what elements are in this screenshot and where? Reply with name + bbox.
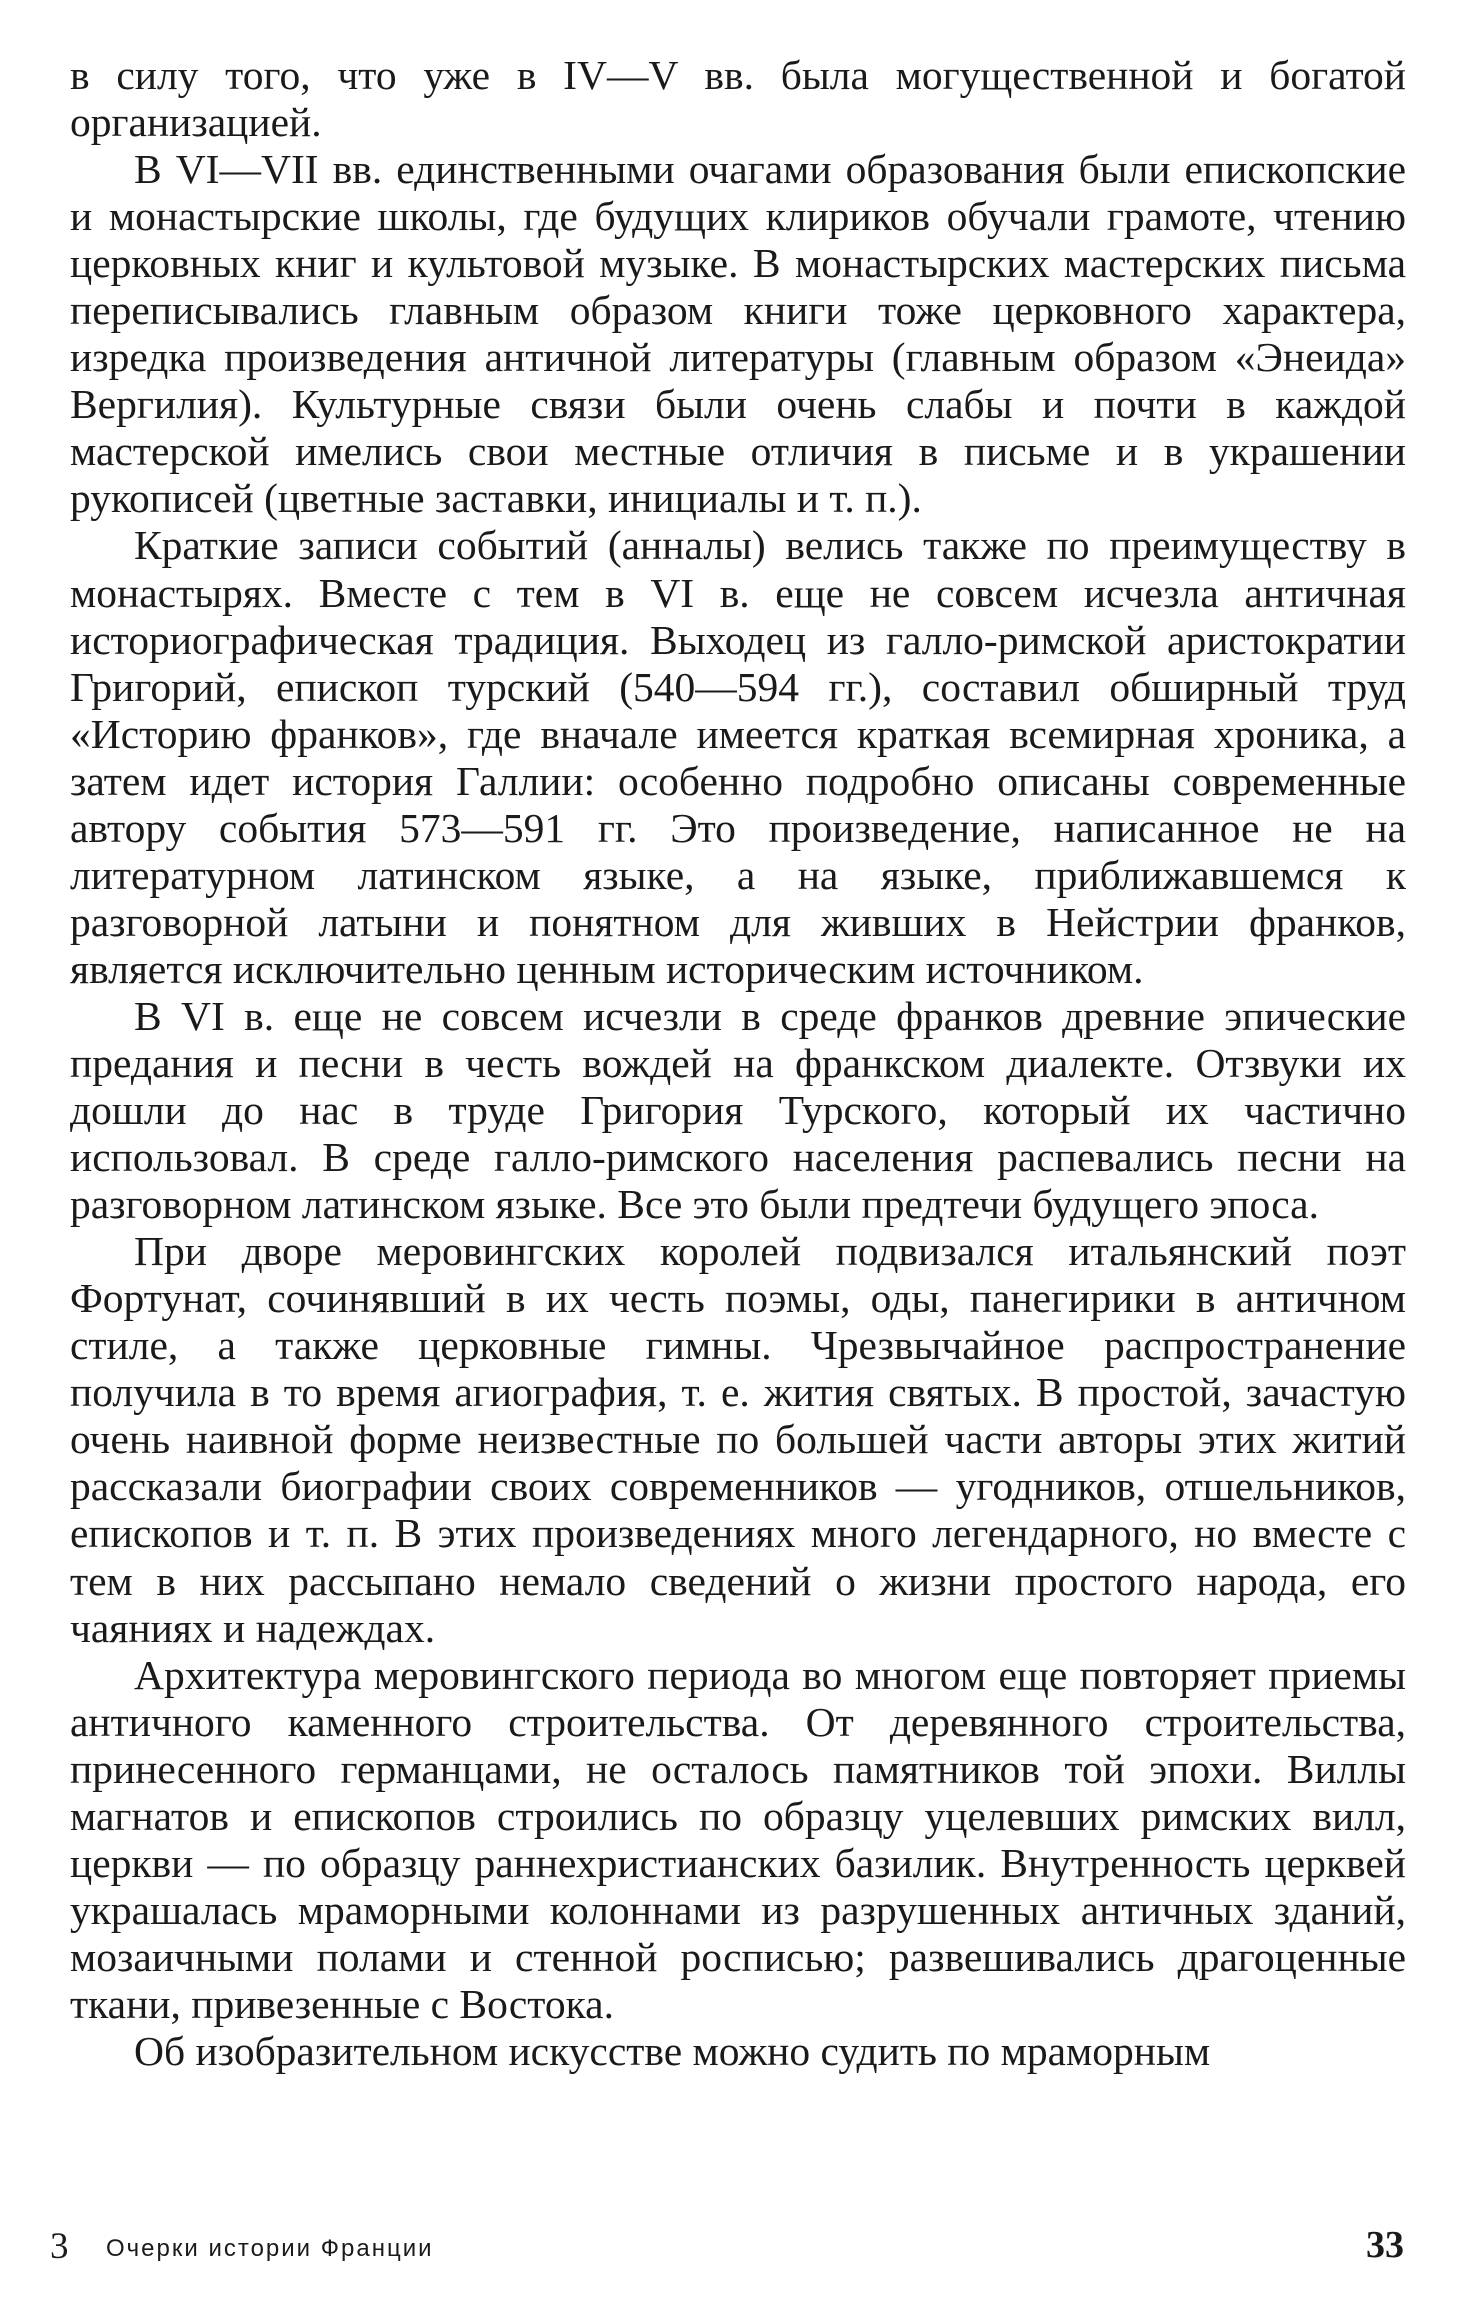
signature-number: 3 xyxy=(50,2226,69,2267)
paragraph-education: В VI—VII вв. единственными очагами образования были епископские и монастырские школы, где будущих клириков обучали грамоте, чтению церковных книг и культовой музыке. В монастырских мастерских письма переписывались главным образом книги тоже церковного характера, изредка произведения античной литературы (главным образом «Энеида» Вергилия). Культурные связи были очень слабы и почти в каждой мастерской имелись свои местные отличия в письме и в украшении рукописей (цветные заставки, инициалы и т. п.). xyxy=(70,146,1406,522)
paragraph-fortunatus: При дворе меровингских королей подвизался итальянский поэт Фортунат, сочинявший в их честь поэмы, оды, панегирики в античном стиле, а также церковные гимны. Чрезвычайное распространение получила в то время агиография, т. е. жития святых. В простой, зачастую очень наивной форме неизвестные по большей части авторы этих житий рассказали биографии своих современников — угодников, отшельников, епископов и т. п. В этих произведениях много легендарного, но вместе с тем в них рассыпано немало сведений о жизни простого народа, его чаяниях и надеждах. xyxy=(70,1228,1406,1651)
page-footer xyxy=(50,2225,1404,2275)
paragraph-epic-traditions: В VI в. еще не совсем исчезли в среде франков древние эпические предания и песни в честь вождей на франкском диалекте. Отзвуки их дошли до нас в труде Григория Турского, который их частично использовал. В среде галло-римского населения распевались песни на разговорном латинском языке. Все это были предтечи будущего эпоса. xyxy=(70,992,1406,1228)
paragraph-continuation: в силу того, что уже в IV—V вв. была могущественной и богатой организацией. xyxy=(70,52,1406,146)
paragraph-architecture: Архитектура меровингского периода во многом еще повторяет приемы античного каменного строительства. От деревянного строительства, принесенного германцами, не осталось памятников той эпохи. Виллы магнатов и епископов строились по образцу уцелевших римских вилл, церкви — по образцу раннехристианских базилик. Внутренность церквей украшалась мраморными колоннами из разрушенных античных зданий, мозаичными полами и стенной росписью; развешивались драгоценные ткани, привезенные с Востока. xyxy=(70,1651,1406,2027)
signature-title: Очерки истории Франции xyxy=(106,2235,434,2262)
page-body xyxy=(70,52,1406,2202)
page-number: 33 xyxy=(1366,2224,1404,2266)
paragraph-visual-arts: Об изобразительном искусстве можно судить по мраморным xyxy=(134,2027,1211,2074)
paragraph-annals: Краткие записи событий (анналы) велись также по преимуществу в монастырях. Вместе с тем в VI в. еще не совсем исчезла античная историографическая традиция. Выходец из галло-римской аристократии Григорий, епископ турский (540—594 гг.), составил обширный труд «Историю франков», где вначале имеется краткая всемирная хроника, а затем идет история Галлии: особенно подробно описаны современные автору события 573—591 гг. Это произведение, написанное не на литературном латинском языке, а на языке, приближавшемся к разговорной латыни и понятном для живших в Нейстрии франков, является исключительно ценным историческим источником. xyxy=(70,522,1406,992)
